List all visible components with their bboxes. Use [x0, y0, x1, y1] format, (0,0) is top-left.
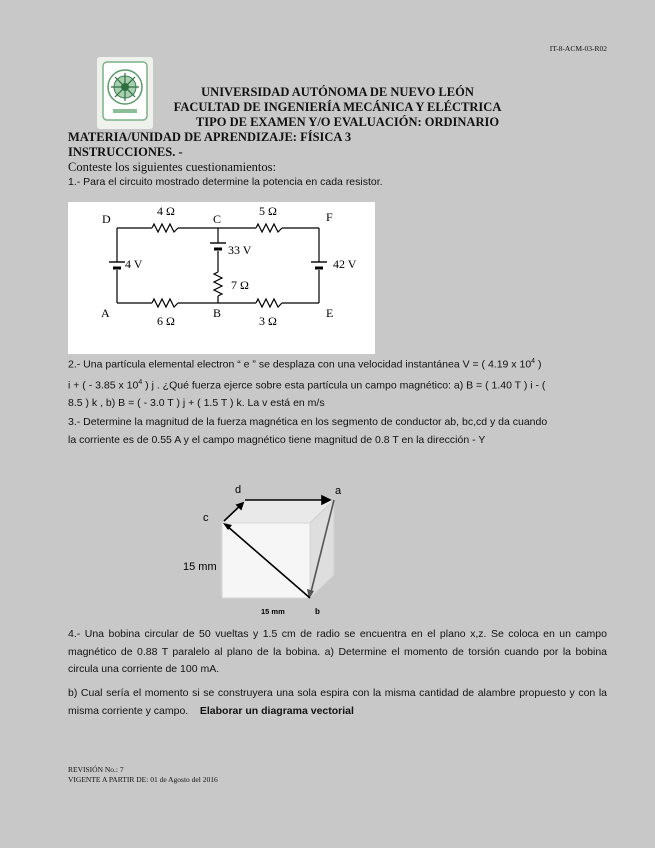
vector-diagram-instruction: Elaborar un diagrama vectorial: [199, 704, 354, 717]
resistor-dc-label: 4 Ω: [157, 204, 175, 218]
footer: [68, 765, 218, 785]
revision-number: REVISIÓN No.: 7: [68, 765, 124, 774]
battery-left-label: 4 V: [125, 257, 143, 271]
question-2-line-2: i + ( - 3.85 x $10^4$ ) j . ¿Qué fuerza ejerce sobre esta partícula un campo magnético: a) B = ( 1.40 T ) i - (: [68, 379, 546, 392]
question-2-line-3: 8.5 ) k , b) B = ( - 3.0 T ) j + ( 1.5 T ) k. La v está en m/s: [68, 397, 325, 409]
battery-middle-label: 33 V: [228, 243, 252, 257]
question-3-line-1: 3.- Determine la magnitud de la fuerza magnética en los segmento de conductor ab, bc,cd y da cuando: [68, 416, 548, 428]
resistor-be-label: 3 Ω: [259, 314, 277, 328]
question-4a: 4.- Una bobina circular de 50 vueltas y 1.5 cm de radio se encuentra en el plano x,z. Se coloca en un campo magnético de 0.88 T paralelo al plano de la bobina. a) Determine el momento de torsión cuando por la bobina circula una corriente de 100 mA.: [68, 628, 607, 675]
exponent-1: 4: [531, 358, 536, 365]
instructions-heading: INSTRUCCIONES. -: [68, 145, 183, 159]
question-2-line-1: 2.- Una partícula elemental electron “ e ” se desplaza con una velocidad instantánea V = ( 4.19 x $10^4$ ): [68, 358, 542, 371]
circuit-diagram: [68, 202, 375, 354]
question-2: [68, 353, 608, 413]
question-1: 1.- Para el circuito mostrado determine la potencia en cada resistor.: [68, 176, 383, 188]
cube-label-b: b: [315, 607, 320, 616]
resistor-cf-label: 5 Ω: [259, 204, 277, 218]
node-a-label: A: [101, 306, 110, 320]
faculty-name: FACULTAD DE INGENIERÍA MECÁNICA Y ELÉCTRICA: [173, 100, 502, 114]
battery-right-label: 42 V: [333, 257, 357, 271]
exponent-2: 4: [138, 379, 143, 386]
valid-from-date: VIGENTE A PARTIR DE: 01 de Agosto del 2016: [68, 775, 218, 784]
question-4b: b) Cual sería el momento si se construyera una sola espira con la misma cantidad de alambre propuesto y con la misma corriente y campo. Elaborar un diagrama vectorial: [68, 687, 607, 717]
cube-figure: [175, 480, 360, 620]
cube-label-c: c: [203, 512, 209, 524]
node-e-label: E: [326, 306, 334, 320]
question-3: [68, 414, 608, 449]
cube-label-a: a: [335, 485, 342, 497]
instructions-text: Conteste los siguientes cuestionamientos:: [68, 160, 276, 174]
cube-height-label: 15 mm: [183, 561, 217, 573]
cube-width-label: 15 mm: [261, 607, 285, 616]
question-3-line-2: la corriente es de 0.55 A y el campo magnético tiene magnitud de 0.8 T en la dirección - Y: [68, 433, 486, 446]
node-b-label: B: [213, 306, 222, 320]
exam-type: TIPO DE EXAMEN Y/O EVALUACIÓN: ORDINARIO: [195, 115, 500, 129]
node-c-label: C: [213, 212, 222, 226]
document-code: IT-8-ACM-03-R02: [549, 44, 607, 53]
university-name: UNIVERSIDAD AUTÓNOMA DE NUEVO LEÓN: [201, 85, 474, 99]
circuit-figure: [68, 202, 375, 354]
resistor-ab-label: 6 Ω: [157, 314, 175, 328]
node-d-label: D: [102, 212, 111, 226]
resistor-cb-label: 7 Ω: [231, 278, 249, 292]
cube-label-d: d: [235, 484, 242, 496]
subject-line: MATERIA/UNIDAD DE APRENDIZAJE: FÍSICA 3: [68, 130, 352, 144]
node-f-label: F: [326, 210, 333, 224]
cube-diagram: [175, 480, 360, 620]
